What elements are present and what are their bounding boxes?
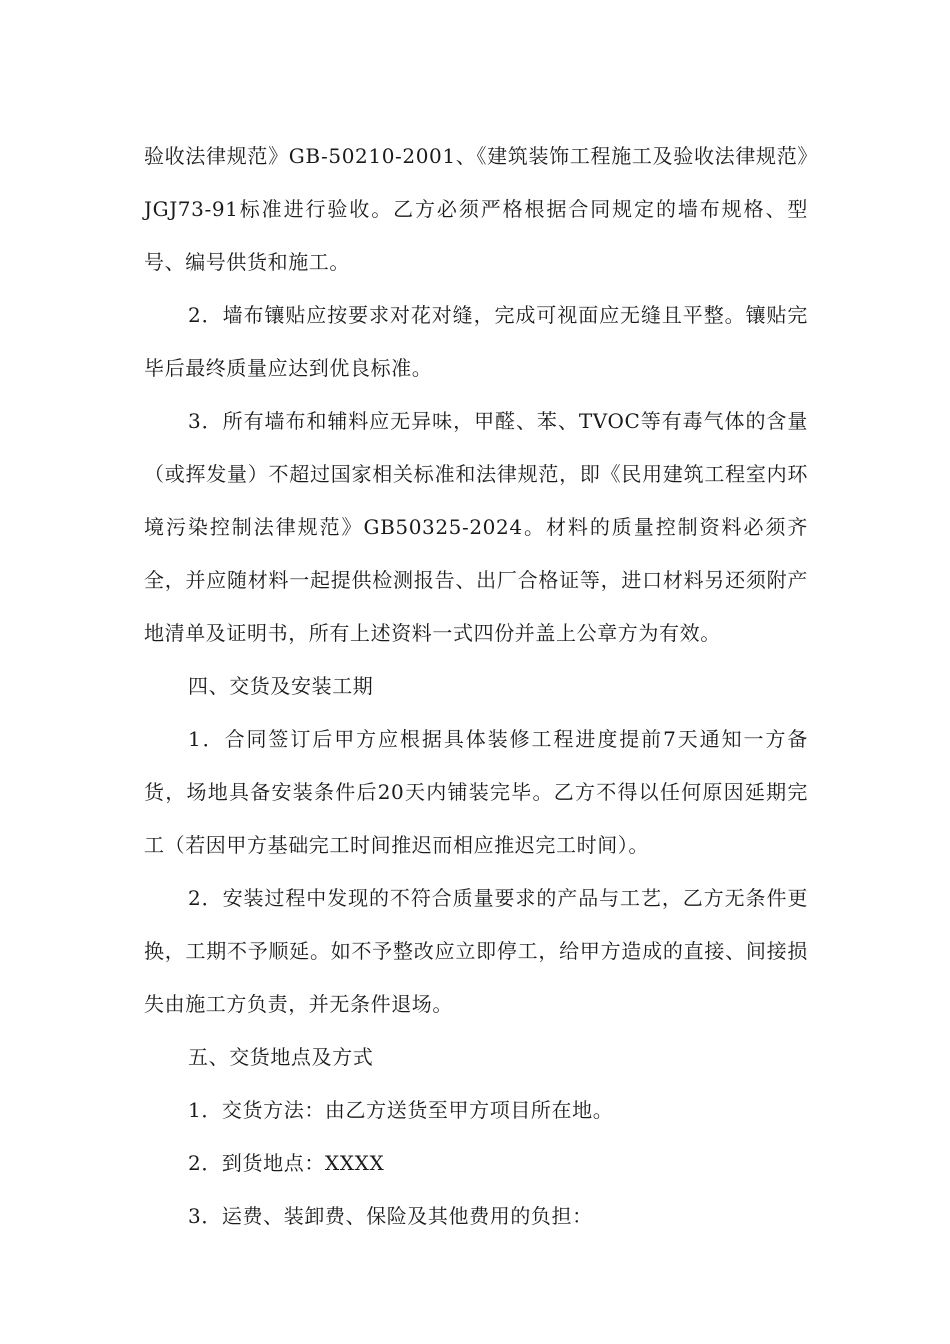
section-heading-delivery-schedule: 四、交货及安装工期 — [188, 674, 374, 698]
paragraph-schedule-notice: 1．合同签订后甲方应根据具体装修工程进度提前7天通知一方备货，场地具备安装条件后20天内铺装完毕。乙方不得以任何原因延期完工（若因甲方基础完工时间推迟而相应推迟完工时间）。 — [144, 727, 808, 857]
paragraph-delivery-method: 1．交货方法：由乙方送货至甲方项目所在地。 — [188, 1098, 614, 1122]
section-heading-delivery-location: 五、交货地点及方式 — [188, 1045, 374, 1069]
paragraph-shipping-costs: 3．运费、装卸费、保险及其他费用的负担： — [188, 1204, 593, 1228]
paragraph-wallcloth-pattern: 2．墙布镶贴应按要求对花对缝，完成可视面应无缝且平整。镶贴完毕后最终质量应达到优良标准。 — [144, 303, 808, 380]
paragraph-material-safety: 3．所有墙布和辅料应无异味，甲醛、苯、TVOC等有毒气体的含量（或挥发量）不超过国家相关标准和法律规范，即《民用建筑工程室内环境污染控制法律规范》GB50325-2024。材料的质量控制资料必须齐全，并应随材料一起提供检测报告、出厂合格证等，进口材料另还须附产地清单及证明书，所有上述资料一式四份并盖上公章方为有效。 — [144, 409, 808, 645]
document-body — [144, 130, 808, 1243]
paragraph-nonconforming-products: 2．安装过程中发现的不符合质量要求的产品与工艺，乙方无条件更换，工期不予顺延。如不予整改应立即停工，给甲方造成的直接、间接损失由施工方负责，并无条件退场。 — [144, 886, 808, 1016]
paragraph-delivery-address: 2．到货地点：XXXX — [188, 1151, 385, 1175]
paragraph-acceptance-standards: 验收法律规范》GB-50210-2001、《建筑装饰工程施工及验收法律规范》JGJ73-91标准进行验收。乙方必须严格根据合同规定的墙布规格、型号、编号供货和施工。 — [144, 144, 808, 274]
